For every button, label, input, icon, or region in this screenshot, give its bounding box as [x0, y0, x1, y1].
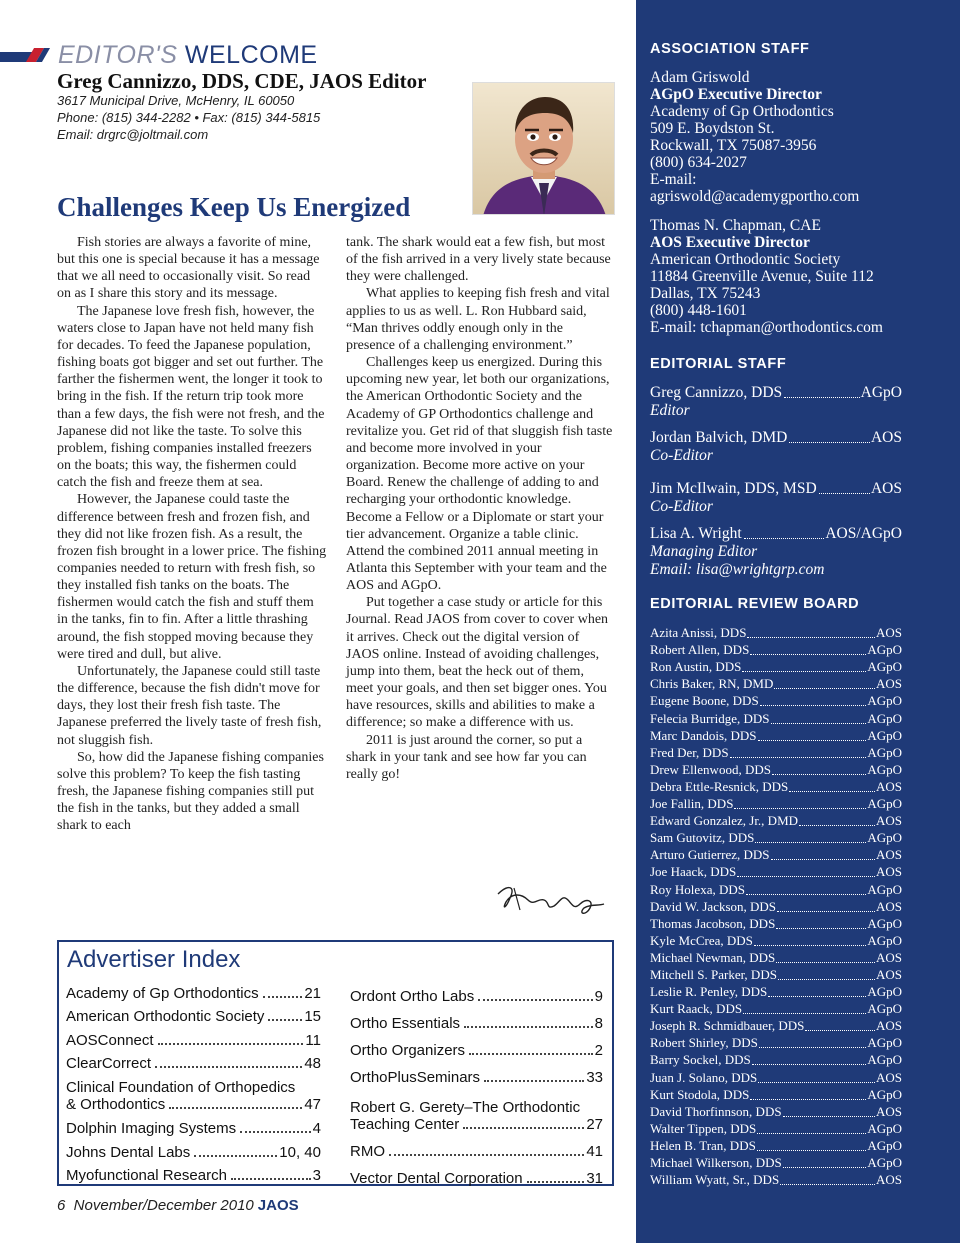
review-board-member: Robert Allen, DDS AGpO: [650, 642, 902, 658]
review-board-member: Drew Ellenwood, DDS AGpO: [650, 761, 902, 777]
contact-line: (800) 634-2027: [650, 154, 747, 171]
editor-phone-fax: Phone: (815) 344-2282 • Fax: (815) 344-5815: [57, 110, 321, 125]
advertiser-entry: Dolphin Imaging Systems 4: [66, 1119, 321, 1137]
editorial-staff-heading: EDITORIAL STAFF: [650, 356, 787, 372]
review-board-member: Mitchell S. Parker, DDS AOS: [650, 966, 902, 982]
contact-email: agriswold@academygportho.com: [650, 188, 860, 205]
advertiser-entry: Ordont Ortho Labs 9: [350, 988, 603, 1005]
article-paragraph: Unfortunately, the Japanese could still taste the difference, because the fish didn't move for days, they lost their fresh fish taste. The Japanese preferred the lively taste of fresh fish, not sluggish fish.: [57, 663, 322, 748]
section-title: EDITOR'S WELCOME: [58, 40, 318, 69]
masthead-sidebar: [636, 0, 960, 1243]
advertiser-entry: Johns Dental Labs 10, 40: [66, 1143, 321, 1161]
article-paragraph: Fish stories are always a favorite of mine, but this one is special because it has a message that we all need to occasionally visit. So read on as I share this story and its message.: [57, 235, 320, 302]
review-board-member: Leslie R. Penley, DDS AGpO: [650, 984, 902, 1000]
contact-line: American Orthodontic Society: [650, 251, 841, 268]
review-board-member: Ron Austin, DDS AGpO: [650, 659, 902, 675]
editorial-staff-entry: Greg Cannizzo, DDS AGpO Editor: [650, 384, 902, 419]
review-board-member: Robert Shirley, DDS AGpO: [650, 1035, 902, 1051]
folio-date: 6 November/December 2010: [57, 1197, 254, 1214]
editor-signature: [494, 880, 608, 920]
advertiser-entry: Robert G. Gerety–The Orthodontic Teaching Center 27: [350, 1099, 603, 1133]
editor-photo: [472, 82, 615, 215]
advertiser-entry: Clinical Foundation of Orthopedics & Orthodontics 47: [66, 1079, 321, 1114]
contact-title: AOS Executive Director: [650, 234, 810, 251]
review-board-member: Walter Tippen, DDS AGpO: [650, 1120, 902, 1136]
contact-title: AGpO Executive Director: [650, 86, 822, 103]
contact-line: Rockwall, TX 75087-3956: [650, 137, 817, 154]
advertiser-list-right: [350, 978, 603, 1187]
article-paragraph: So, how did the Japanese fishing companies solve this problem? To keep the fish tasting fresh, the Japanese fishing companies still put the fish in the tanks, but they added a small shark to each: [57, 749, 324, 834]
contact-line: (800) 448-1601: [650, 302, 747, 319]
review-board-member: Arturo Gutierrez, DDS AOS: [650, 847, 902, 863]
review-board-member: Kyle McCrea, DDS AGpO: [650, 932, 902, 948]
review-board-member: Joe Haack, DDS AOS: [650, 864, 902, 880]
review-board-heading: EDITORIAL REVIEW BOARD: [650, 596, 860, 612]
advertiser-entry: Ortho Organizers 2: [350, 1042, 603, 1059]
review-board-member: Michael Wilkerson, DDS AGpO: [650, 1155, 902, 1170]
contact-line: Academy of Gp Orthodontics: [650, 103, 834, 120]
editor-address: 3617 Municipal Drive, McHenry, IL 60050: [57, 93, 295, 108]
managing-editor-email: Email: lisa@wrightgrp.com: [650, 561, 825, 578]
kicker-stripes: [0, 48, 48, 62]
review-board-member: Thomas Jacobson, DDS AGpO: [650, 915, 902, 931]
review-board-member: Joseph R. Schmidbauer, DDS AOS: [650, 1018, 902, 1034]
advertiser-list-left: [66, 978, 321, 1184]
review-board-member: Marc Dandois, DDS AGpO: [650, 727, 902, 743]
review-board-member: Eugene Boone, DDS AGpO: [650, 693, 902, 709]
association-contact: [650, 69, 859, 205]
contact-line: 11884 Greenville Avenue, Suite 112: [650, 268, 874, 285]
review-board-member: Juan J. Solano, DDS AOS: [650, 1069, 902, 1085]
article-paragraph: 2011 is just around the corner, so put a shark in your tank and see how far you can really go!: [346, 732, 587, 782]
review-board-member: Felecia Burridge, DDS AGpO: [650, 710, 902, 726]
article-paragraph: tank. The shark would eat a few fish, but most of the fish arrived in a very lively state because they were challenged.: [346, 235, 611, 285]
editor-email: Email: drgrc@joltmail.com: [57, 127, 209, 142]
advertiser-entry: RMO 41: [350, 1143, 603, 1160]
contact-line: Dallas, TX 75243: [650, 285, 761, 302]
advertiser-entry: American Orthodontic Society 15: [66, 1008, 321, 1026]
review-board-member: Helen B. Tran, DDS AGpO: [650, 1137, 902, 1153]
review-board-member: David Thorfinnson, DDS AOS: [650, 1103, 902, 1119]
article-column-2: [346, 234, 614, 783]
review-board-member: Debra Ettle-Resnick, DDS AOS: [650, 778, 902, 794]
review-board-member: Kurt Stodola, DDS AGpO: [650, 1086, 902, 1102]
advertiser-index-title: Advertiser Index: [67, 946, 241, 973]
review-board-member: Barry Sockel, DDS AGpO: [650, 1052, 902, 1068]
contact-name: Adam Griswold: [650, 69, 750, 86]
review-board-member: Edward Gonzalez, Jr., DMD AOS: [650, 813, 902, 829]
advertiser-entry: AOSConnect 11: [66, 1031, 321, 1049]
advertiser-index: [57, 940, 614, 1186]
section-kicker: [0, 40, 318, 70]
association-staff-heading: ASSOCIATION STAFF: [650, 41, 810, 57]
article-paragraph: Put together a case study or article for this Journal. Read JAOS from cover to cover when it arrives. Check out the digital version of JAOS online. Instead of avoiding challenges, jump into them, beat the heck out of them, meet your goals, and then set bigger ones. You have resources, skills and abilities to make a difference; so make a difference with us.: [346, 595, 609, 731]
editor-contact: [57, 92, 320, 143]
review-board-member: Azita Anissi, DDS AOS: [650, 625, 902, 641]
editorial-staff-entry: Lisa A. Wright AOS/AGpO Managing Editor Email: lisa@wrightgrp.com: [650, 525, 902, 578]
association-contact: [650, 217, 883, 336]
contact-email: E-mail: tchapman@orthodontics.com: [650, 319, 883, 336]
editorial-staff-entry: Jordan Balvich, DMD AOS Co-Editor: [650, 429, 902, 464]
advertiser-entry: ClearCorrect 48: [66, 1055, 321, 1073]
review-board-list: [650, 624, 902, 1188]
editorial-staff-entry: Jim McIlwain, DDS, MSD AOS Co-Editor: [650, 480, 902, 515]
contact-line: 509 E. Boydston St.: [650, 120, 775, 137]
advertiser-entry: OrthoPlusSeminars 33: [350, 1069, 603, 1086]
review-board-member: Kurt Raack, DDS AGpO: [650, 1001, 902, 1017]
contact-name: Thomas N. Chapman, CAE: [650, 217, 821, 234]
article-paragraph: What applies to keeping fish fresh and vital applies to us as well. L. Ron Hubbard said, “Man thrives oddly enough only in the presence of a challenging environment.”: [346, 286, 610, 353]
review-board-member: Sam Gutovitz, DDS AGpO: [650, 830, 902, 846]
page-folio: [57, 1197, 299, 1214]
article-title: Challenges Keep Us Energized: [57, 192, 411, 222]
advertiser-entry: Myofunctional Research 3: [66, 1167, 321, 1185]
advertiser-entry: Ortho Essentials 8: [350, 1015, 603, 1032]
editor-name: Greg Cannizzo, DDS, CDE, JAOS Editor: [57, 69, 427, 93]
contact-line: E-mail:: [650, 171, 697, 188]
article-paragraph: However, the Japanese could taste the difference between fresh and frozen fish, and they did not like frozen fish. As a result, the frozen fish brought in a lower price. The fishing companies needed to return with fresh fish, so they installed fish tanks on the boats. The fishermen would catch the fish and stuff them in the tanks, fin to fin. After a little thrashing around, the fish stopped moving because they were tired and dull, but alive.: [57, 492, 327, 662]
review-board-member: William Wyatt, Sr., DDS AOS: [650, 1172, 902, 1188]
review-board-member: Chris Baker, RN, DMD AOS: [650, 676, 902, 692]
review-board-member: Roy Holexa, DDS AGpO: [650, 881, 902, 897]
review-board-member: Fred Der, DDS AGpO: [650, 744, 902, 760]
review-board-member: Joe Fallin, DDS AGpO: [650, 796, 902, 812]
advertiser-entry: Academy of Gp Orthodontics 21: [66, 984, 321, 1002]
advertiser-entry: Vector Dental Corporation 31: [350, 1170, 603, 1187]
article-column-1: [57, 234, 327, 834]
review-board-member: David W. Jackson, DDS AOS: [650, 898, 902, 914]
article-paragraph: Challenges keep us energized. During this upcoming new year, let both our organizations, the American Orthodontic Society and the Academy of GP Orthodontics challenge and revitalize you. Get rid of that sluggish fish taste and become more involved in your organization. Become more active on your Board. Renew the challenge of adding to and recharging your orthodontic knowledge. Become a Fellow or a Diplomate or start your tier advancement. Organize a table clinic. Attend the combined 2011 annual meeting in Atlanta this September with your team and the AOS and AGpO.: [346, 355, 613, 594]
article-paragraph: The Japanese love fresh fish, however, the waters close to Japan have not held many fish for decades. To feed the Japanese population, fishing boats got bigger and set out further. The farther the fishermen went, the longer it took to bring in the fish. If the return trip took more than a few days, the fish were not fresh, and the Japanese did not like the taste. To solve this problem, fishing companies installed freezers on the boats; this way, the fishermen could catch the fish and freeze them at sea.: [57, 303, 325, 491]
folio-magazine: JAOS: [257, 1197, 299, 1214]
review-board-member: Michael Newman, DDS AOS: [650, 949, 902, 965]
